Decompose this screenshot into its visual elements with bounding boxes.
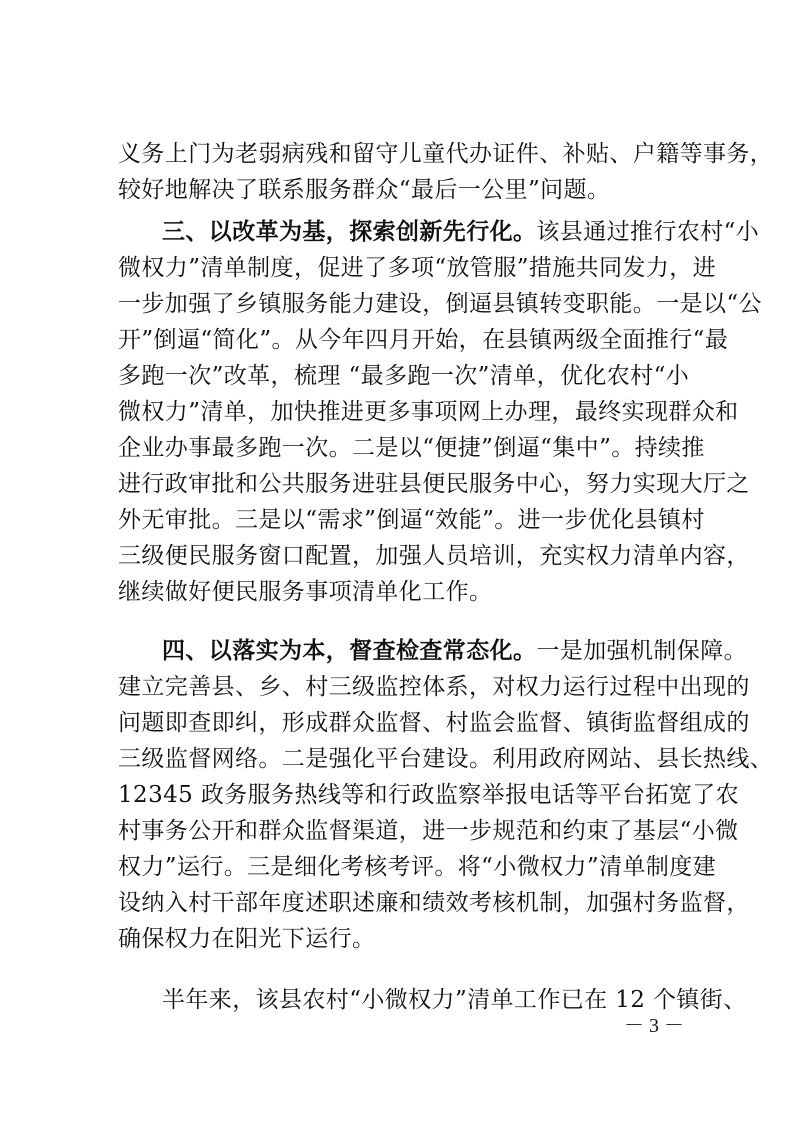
text-line: 进行政审批和公共服务进驻县便民服务中心，努力实现大厅之 [118, 471, 750, 497]
text-line: 一步加强了乡镇服务能力建设，倒逼县镇转变职能。一是以“公 [118, 291, 762, 317]
text-run: 该县通过推行农村“小 [536, 219, 760, 245]
text-line: 多跑一次”改革，梳理 “最多跑一次”清单，优化农村“小 [118, 363, 690, 389]
text-line: 较好地解决了联系服务群众“最后一公里”问题。 [118, 177, 611, 203]
paragraph-1 [118, 136, 774, 208]
paragraph-4 [118, 982, 747, 1018]
text-line: 半年来，该县农村“小微权力”清单工作已在 12 个镇街、 [162, 987, 747, 1013]
section-heading-3: 三、以改革为基，探索创新先行化。 [162, 218, 537, 245]
text-line: 三级便民服务窗口配置，加强人员培训，充实权力清单内容， [118, 543, 750, 569]
text-line: 村事务公开和群众监督渠道，进一步规范和约束了基层“小微 [118, 818, 739, 844]
text-line: 外无审批。三是以“需求”倒逼“效能”。进一步优化县镇村 [118, 507, 705, 533]
paragraph-3 [118, 633, 774, 957]
section-heading-4: 四、以落实为本，督查检查常态化。 [162, 637, 537, 664]
text-line: 确保权力在阳光下运行。 [118, 926, 376, 952]
text-line: 三级监督网络。二是强化平台建设。利用政府网站、县长热线、 [118, 746, 774, 772]
text-line: 12345 政务服务热线等和行政监察举报电话等平台拓宽了农 [118, 782, 740, 808]
paragraph-first-line [118, 214, 760, 250]
text-line: 企业办事最多跑一次。二是以“便捷”倒逼“集中”。持续推 [118, 435, 705, 461]
text-run: 一是加强机制保障。 [536, 638, 748, 664]
text-line: 建立完善县、乡、村三级监控体系，对权力运行过程中出现的 [118, 674, 750, 700]
text-line: 义务上门为老弱病残和留守儿童代办证件、补贴、户籍等事务， [118, 141, 774, 167]
paragraph-2 [118, 214, 762, 610]
text-line: 继续做好便民服务事项清单化工作。 [118, 579, 493, 605]
text-line: 微权力”清单制度，促进了多项“放管服”措施共同发力，进 [118, 255, 717, 281]
text-line: 问题即查即纠，形成群众监督、村监会监督、镇街监督组成的 [118, 710, 750, 736]
text-line: 权力”运行。三是细化考核考评。将“小微权力”清单制度建 [118, 854, 717, 880]
text-line: 开”倒逼“简化”。从今年四月开始，在县镇两级全面推行“最 [118, 327, 729, 353]
text-line: 设纳入村干部年度述职述廉和绩效考核机制，加强村务监督， [118, 890, 750, 916]
page-number: － 3 － [624, 1015, 684, 1037]
paragraph-first-line [118, 633, 748, 669]
text-line: 微权力”清单，加快推进更多事项网上办理，最终实现群众和 [118, 399, 739, 425]
